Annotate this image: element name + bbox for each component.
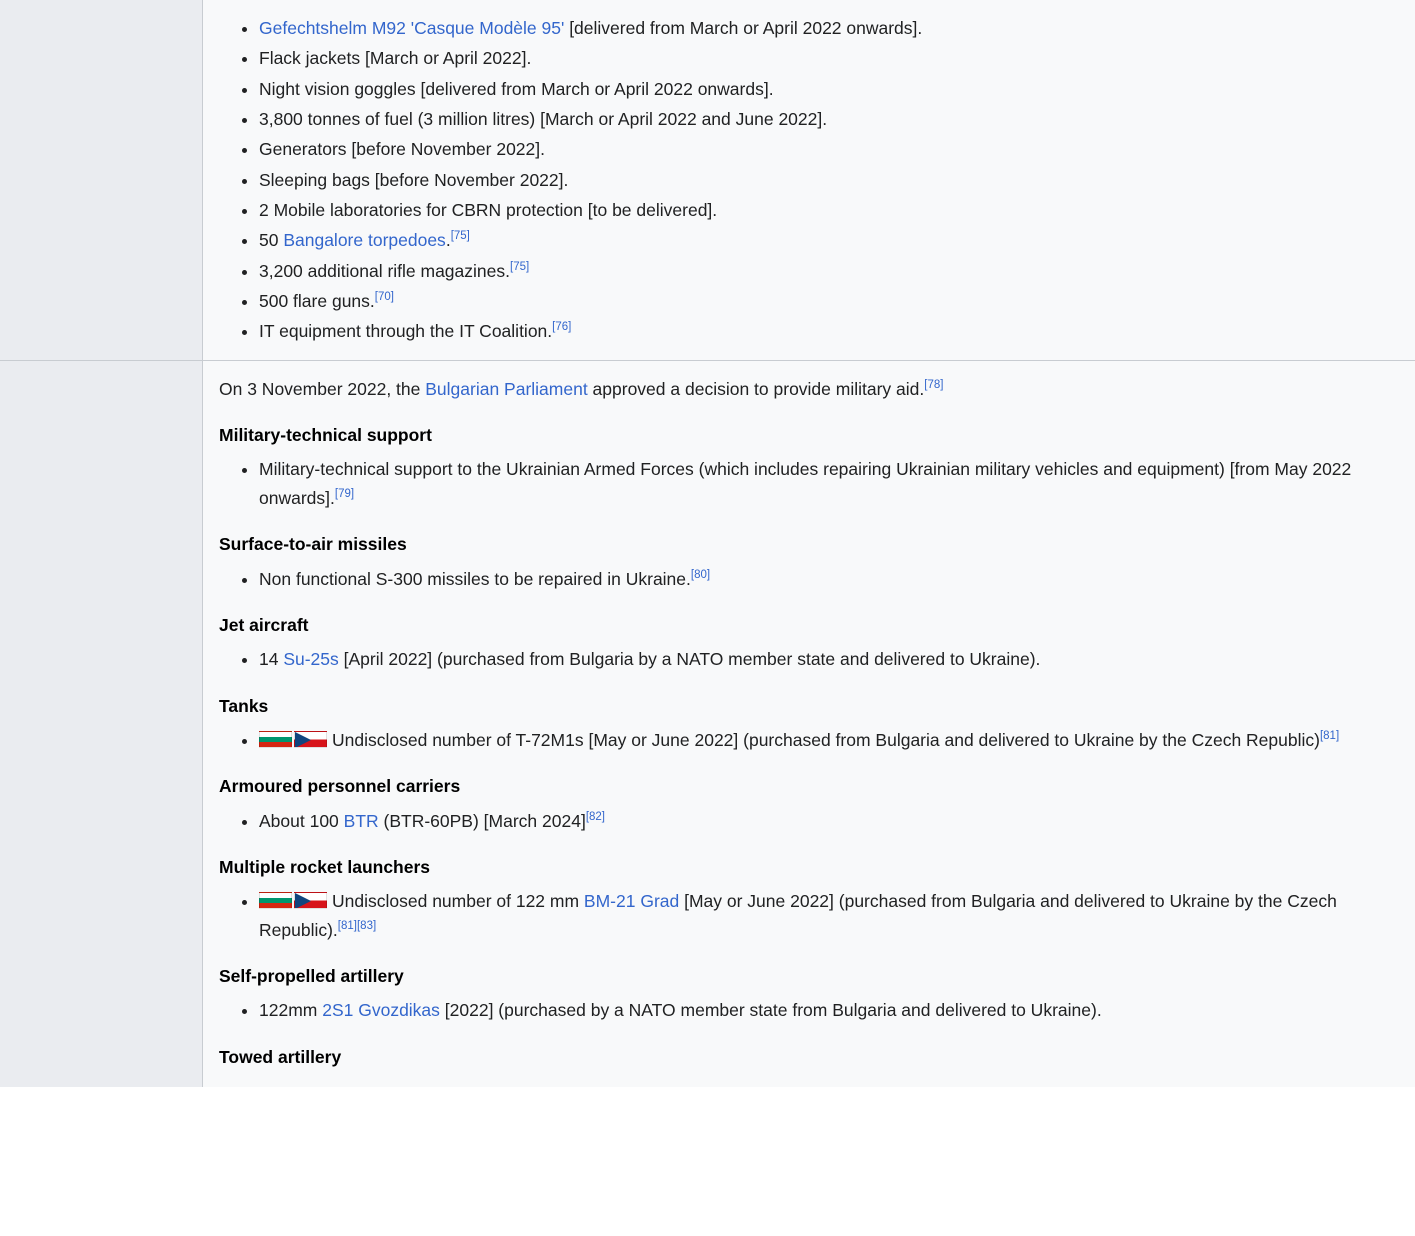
list-item: • Generators [before November 2022]. [259,135,1399,163]
list-item: • Non functional S-300 missiles to be repaired in Ukraine.[80] [259,565,1399,593]
country-label-cell [0,361,203,1087]
flag-group [259,730,329,750]
table-row [0,0,1415,361]
reference-marker [586,811,605,823]
category-heading: Tanks [219,695,269,716]
list-item: • Night vision goggles [delivered from March or April 2022 onwards]. [259,75,1399,103]
category-heading: Surface-to-air missiles [219,534,407,555]
reference-link[interactable]: [78] [924,378,944,391]
list-item: • 500 flare guns.[70] [259,287,1399,315]
country-label-cell [0,0,203,360]
flag-icon-czech-republic [294,731,327,748]
list-item: • Undisclosed number of 122 mm BM-21 Grad [May or June 2022] (purchased from Bulgaria and delivered to Ukraine by the Czech Republic).[81][83] [259,887,1399,944]
list-item: • 3,200 additional rifle magazines.[75] [259,257,1399,285]
flag-icon-bulgaria [259,892,292,909]
flag-icon-czech-republic [294,892,327,909]
bulgaria-groups [219,421,1399,1071]
wiki-link[interactable]: Gefechtshelm M92 'Casque Modèle 95' [259,18,565,38]
flag-group [259,891,329,911]
wiki-link[interactable]: BM-21 Grad [583,891,680,912]
aid-list [219,4,1399,346]
bulgaria-intro-paragraph: On 3 November 2022, the Bulgarian Parliament approved a decision to provide military aid.[78] [219,378,944,399]
list-item: • Gefechtshelm M92 'Casque Modèle 95' [delivered from March or April 2022 onwards]. [259,14,1399,42]
category-heading: Jet aircraft [219,614,309,635]
reference-marker [338,920,357,932]
reference-marker [335,488,354,500]
reference-link[interactable]: [81] [1319,730,1340,743]
reference-marker [357,920,376,932]
aid-list [219,645,1399,673]
flag-icon-bulgaria [259,731,292,748]
category-heading: Self-propelled artillery [219,965,404,986]
category-heading: Multiple rocket launchers [219,856,431,877]
reference-marker [451,231,470,243]
list-item: • Sleeping bags [before November 2022]. [259,166,1399,194]
aid-list [219,887,1399,944]
reference-link[interactable]: [80] [690,568,711,581]
reference-marker [510,261,529,273]
list-item: • 14 Su-25s [April 2022] (purchased from Bulgaria by a NATO member state and delivered to Ukraine). [259,645,1399,673]
wiki-link[interactable]: Bulgarian Parliament [425,378,588,399]
reference-link[interactable]: [83] [356,919,377,932]
list-item: • Undisclosed number of T-72M1s [May or June 2022] (purchased from Bulgaria and delivered to Ukraine by the Czech Republic)[81] [259,726,1399,754]
wiki-link[interactable]: BTR [343,810,379,831]
list-item: • 2 Mobile laboratories for CBRN protection [to be delivered]. [259,196,1399,224]
reference-link[interactable]: [82] [585,810,605,823]
reference-marker [1320,730,1339,742]
category-heading: Military-technical support [219,425,432,446]
reference-link[interactable]: [81] [337,919,357,932]
aid-list [219,807,1399,835]
aid-list [219,565,1399,593]
reference-link[interactable]: [70] [374,291,394,304]
list-item: • About 100 BTR (BTR-60PB) [March 2024][82] [259,807,1399,835]
reference-marker [691,569,710,581]
reference-link[interactable]: [76] [552,321,572,334]
reference-link[interactable]: [75] [510,260,530,273]
reference-marker [924,379,943,391]
bulgaria-aid-cell [203,361,1415,1087]
wiki-link[interactable]: 2S1 Gvozdikas [322,1000,440,1021]
table-row [0,361,1415,1087]
aid-list [219,996,1399,1024]
wiki-link[interactable]: Bangalore torpedoes [283,230,446,251]
aid-list-cell [203,0,1415,360]
list-item: • Flack jackets [March or April 2022]. [259,44,1399,72]
category-heading: Armoured personnel carriers [219,776,461,797]
list-item: • Military-technical support to the Ukrainian Armed Forces (which includes repairing Ukrainian military vehicles and equipment) [from May 2022 onwards].[79] [259,455,1399,512]
wiki-link[interactable]: Su-25s [283,649,339,670]
aid-list [219,455,1399,512]
list-item: • IT equipment through the IT Coalition.[76] [259,317,1399,345]
aid-list [219,726,1399,754]
reference-link[interactable]: [79] [334,487,355,500]
list-item: • 3,800 tonnes of fuel (3 million litres) [March or April 2022 and June 2022]. [259,105,1399,133]
reference-marker [375,291,394,303]
list-item: • 122mm 2S1 Gvozdikas [2022] (purchased by a NATO member state from Bulgaria and delivered to Ukraine). [259,996,1399,1024]
reference-link[interactable]: [75] [450,230,470,243]
reference-marker [552,322,571,334]
list-item: • 50 Bangalore torpedoes.[75] [259,226,1399,254]
category-heading: Towed artillery [219,1046,342,1067]
